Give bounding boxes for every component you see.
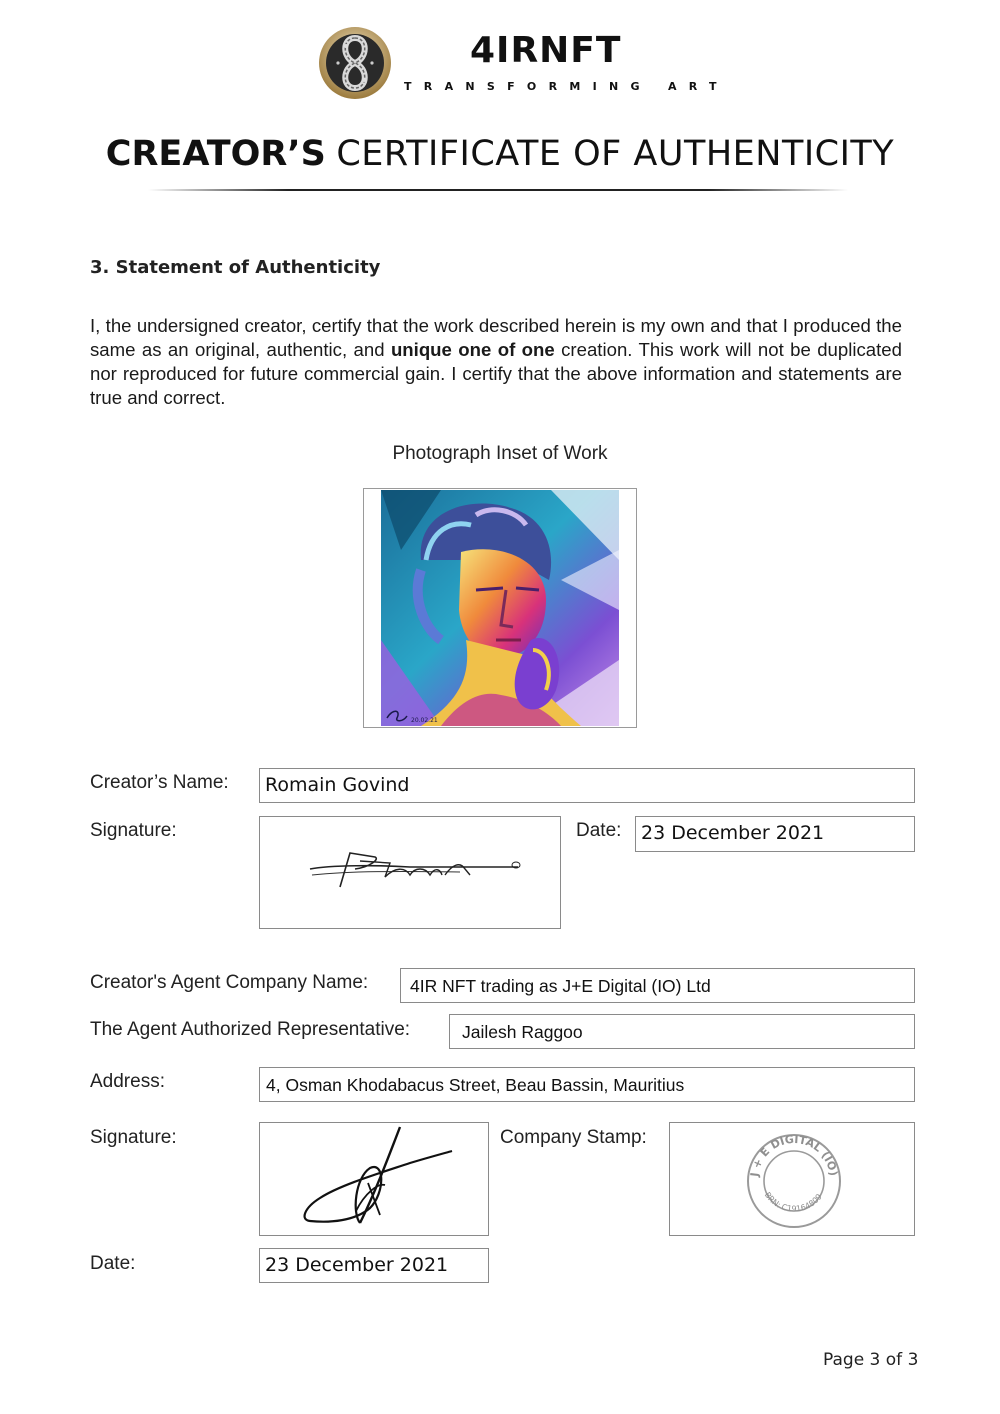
agent-signature-box — [259, 1122, 489, 1236]
section-heading: 3. Statement of Authenticity — [90, 257, 381, 278]
brand-name: 4IRNFT — [470, 30, 622, 71]
agent-signature-label: Signature: — [90, 1127, 177, 1148]
address-label: Address: — [90, 1071, 165, 1092]
agent-company-label: Creator's Agent Company Name: — [90, 972, 369, 993]
creator-date-field — [635, 816, 915, 852]
statement-text-end: creation. This work will not be duplicated nor reproduced for future commercial gain. I certify that the above information and statements are true and correct. — [90, 339, 902, 408]
stamp-text-top: J + E DIGITAL (IO) — [748, 1132, 840, 1178]
photo-caption: Photograph Inset of Work — [392, 443, 608, 464]
agent-company-value: 4IR NFT trading as J+E Digital (IO) Ltd — [410, 976, 711, 996]
statement-paragraph — [90, 314, 902, 410]
stamp-text-bottom: BRN: C19164809 — [762, 1190, 824, 1214]
creator-signature-image — [260, 817, 560, 928]
company-stamp-box — [669, 1122, 915, 1236]
creator-date-value: 23 December 2021 — [641, 822, 825, 844]
certificate-title — [0, 132, 1000, 175]
svg-text:BRN: C19164809 — [763, 1191, 824, 1214]
agent-date-label: Date: — [90, 1253, 136, 1274]
creator-date-label: Date: — [576, 820, 622, 841]
address-field — [259, 1067, 915, 1102]
company-stamp-label: Company Stamp: — [500, 1127, 647, 1148]
statement-text-start: I, the undersigned creator, certify that the work described herein is my own and that I produced the same as an original, authentic, and — [90, 315, 902, 360]
agent-rep-field — [449, 1014, 915, 1049]
agent-company-field — [400, 968, 915, 1003]
agent-date-value: 23 December 2021 — [265, 1254, 449, 1276]
agent-rep-label: The Agent Authorized Representative: — [90, 1019, 411, 1040]
statement-text-bold: unique one of one — [390, 339, 555, 360]
title-divider — [148, 189, 848, 191]
creator-name-value: Romain Govind — [265, 774, 410, 796]
creator-signature-box — [259, 816, 561, 929]
page-number: Page 3 of 3 — [823, 1350, 919, 1370]
svg-text:J + E DIGITAL (IO) LTD — [670, 1123, 840, 1180]
artwork-signature-date: 20.02.21 — [411, 717, 438, 724]
agent-rep-value: Jailesh Raggoo — [462, 1022, 583, 1042]
title-bold-part: CREATOR’S — [105, 134, 326, 174]
brand-tagline: TRANSFORMING ART — [404, 80, 729, 93]
agent-signature-image — [260, 1123, 488, 1235]
address-value: 4, Osman Khodabacus Street, Beau Bassin, Mauritius — [266, 1075, 685, 1095]
photo-frame — [363, 488, 637, 728]
creator-signature-label: Signature: — [90, 820, 177, 841]
infinity-circuit-logo-icon — [316, 24, 394, 102]
artwork-image — [381, 490, 619, 726]
company-stamp-image — [670, 1123, 914, 1235]
creator-name-field — [259, 768, 915, 803]
agent-date-field — [259, 1248, 489, 1283]
title-regular-part: CERTIFICATE OF AUTHENTICITY — [336, 134, 895, 174]
creator-name-label: Creator’s Name: — [90, 772, 229, 793]
